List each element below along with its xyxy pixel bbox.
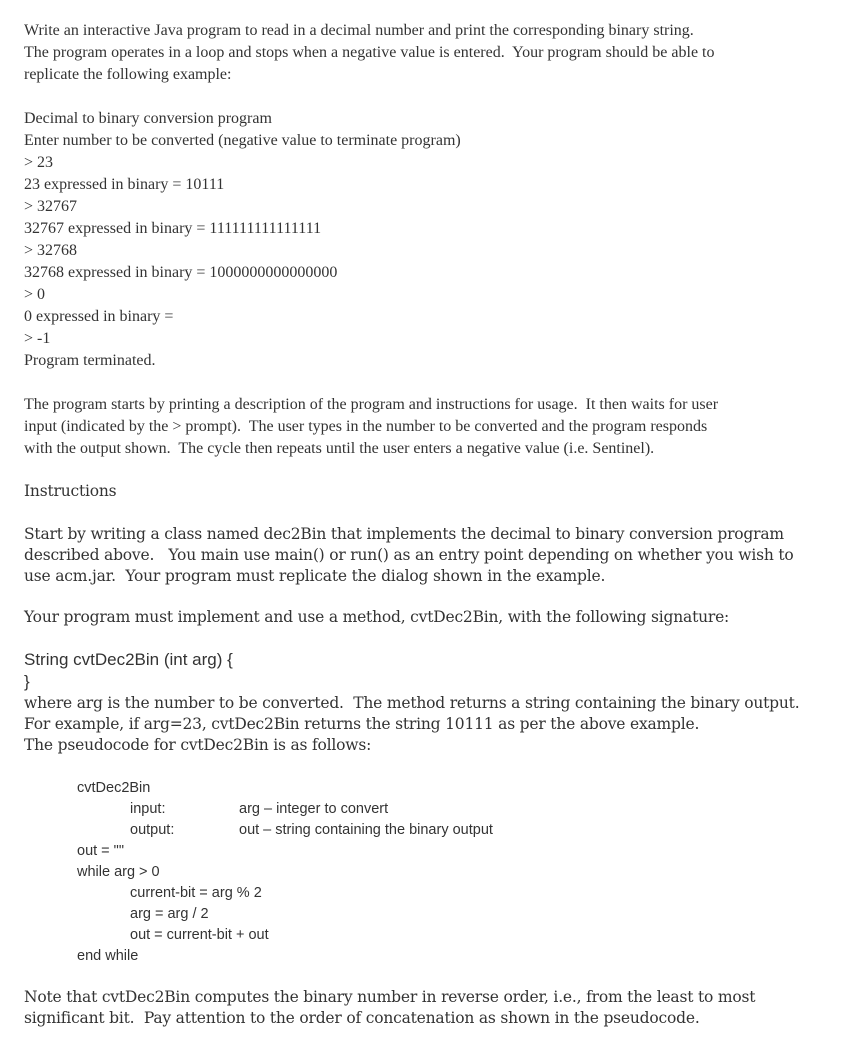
example-line: 0 expressed in binary = bbox=[24, 308, 174, 325]
example-line: Enter number to be converted (negative value to terminate program) bbox=[24, 132, 461, 149]
example-line: > 32768 bbox=[24, 242, 78, 259]
description-line: with the output shown. The cycle then repeats until the user enters a negative value (i.e. Sentinel). bbox=[24, 440, 655, 457]
instructions-line: Start by writing a class named dec2Bin that implements the decimal to binary conversion program bbox=[24, 525, 784, 543]
note-paragraph bbox=[24, 987, 836, 1029]
example-line: Program terminated. bbox=[24, 352, 156, 369]
method-description-line: where arg is the number to be converted. The method returns a string containing the binary output. bbox=[24, 694, 800, 712]
method-description-line: For example, if arg=23, cvtDec2Bin returns the string 10111 as per the above example. bbox=[24, 715, 700, 733]
example-line: Decimal to binary conversion program bbox=[24, 110, 272, 127]
method-signature bbox=[24, 649, 836, 693]
note-line: Note that cvtDec2Bin computes the binary number in reverse order, i.e., from the least to most bbox=[24, 988, 756, 1006]
pseudocode-init: out = "" bbox=[77, 843, 124, 859]
pseudocode-input-desc: arg – integer to convert bbox=[239, 801, 389, 817]
description-paragraph bbox=[24, 394, 836, 460]
example-dialog bbox=[24, 108, 836, 372]
method-intro: Your program must implement and use a method, cvtDec2Bin, with the following signature: bbox=[24, 608, 730, 626]
intro-paragraph bbox=[24, 20, 836, 86]
example-line: > 32767 bbox=[24, 198, 78, 215]
instructions-paragraph bbox=[24, 524, 836, 587]
pseudocode-loop-start: while arg > 0 bbox=[77, 864, 160, 880]
instructions-line: use acm.jar. Your program must replicate the dialog shown in the example. bbox=[24, 567, 606, 585]
method-description bbox=[24, 693, 836, 756]
signature-line: } bbox=[24, 672, 30, 691]
pseudocode-body-line: current-bit = arg % 2 bbox=[130, 885, 262, 901]
pseudocode-loop-end: end while bbox=[77, 948, 139, 964]
pseudocode-body-line: out = current-bit + out bbox=[130, 927, 269, 943]
example-line: 23 expressed in binary = 10111 bbox=[24, 176, 225, 193]
method-description-line: The pseudocode for cvtDec2Bin is as follows: bbox=[24, 736, 372, 754]
intro-line: Write an interactive Java program to read in a decimal number and print the corresponding binary string. bbox=[24, 22, 694, 39]
instructions-heading: Instructions bbox=[24, 482, 117, 500]
intro-line: replicate the following example: bbox=[24, 66, 232, 83]
pseudocode-body-line: arg = arg / 2 bbox=[130, 906, 209, 922]
intro-line: The program operates in a loop and stops when a negative value is entered. Your program should be able to bbox=[24, 44, 715, 61]
pseudocode-name: cvtDec2Bin bbox=[77, 780, 151, 796]
description-line: input (indicated by the > prompt). The user types in the number to be converted and the program responds bbox=[24, 418, 708, 435]
instructions-line: described above. You main use main() or run() as an entry point depending on whether you wish to bbox=[24, 546, 794, 564]
note-line: significant bit. Pay attention to the order of concatenation as shown in the pseudocode. bbox=[24, 1009, 700, 1027]
pseudocode-output-desc: out – string containing the binary output bbox=[239, 822, 493, 838]
description-line: The program starts by printing a description of the program and instructions for usage. It then waits for user bbox=[24, 396, 719, 413]
pseudocode-output-label: output: bbox=[130, 822, 175, 838]
example-line: > -1 bbox=[24, 330, 51, 347]
example-line: 32767 expressed in binary = 111111111111111 bbox=[24, 220, 322, 237]
signature-line: String cvtDec2Bin (int arg) { bbox=[24, 650, 233, 669]
pseudocode-input-label: input: bbox=[130, 801, 166, 817]
example-line: 32768 expressed in binary = 1000000000000000 bbox=[24, 264, 338, 281]
example-line: > 0 bbox=[24, 286, 46, 303]
example-line: > 23 bbox=[24, 154, 54, 171]
